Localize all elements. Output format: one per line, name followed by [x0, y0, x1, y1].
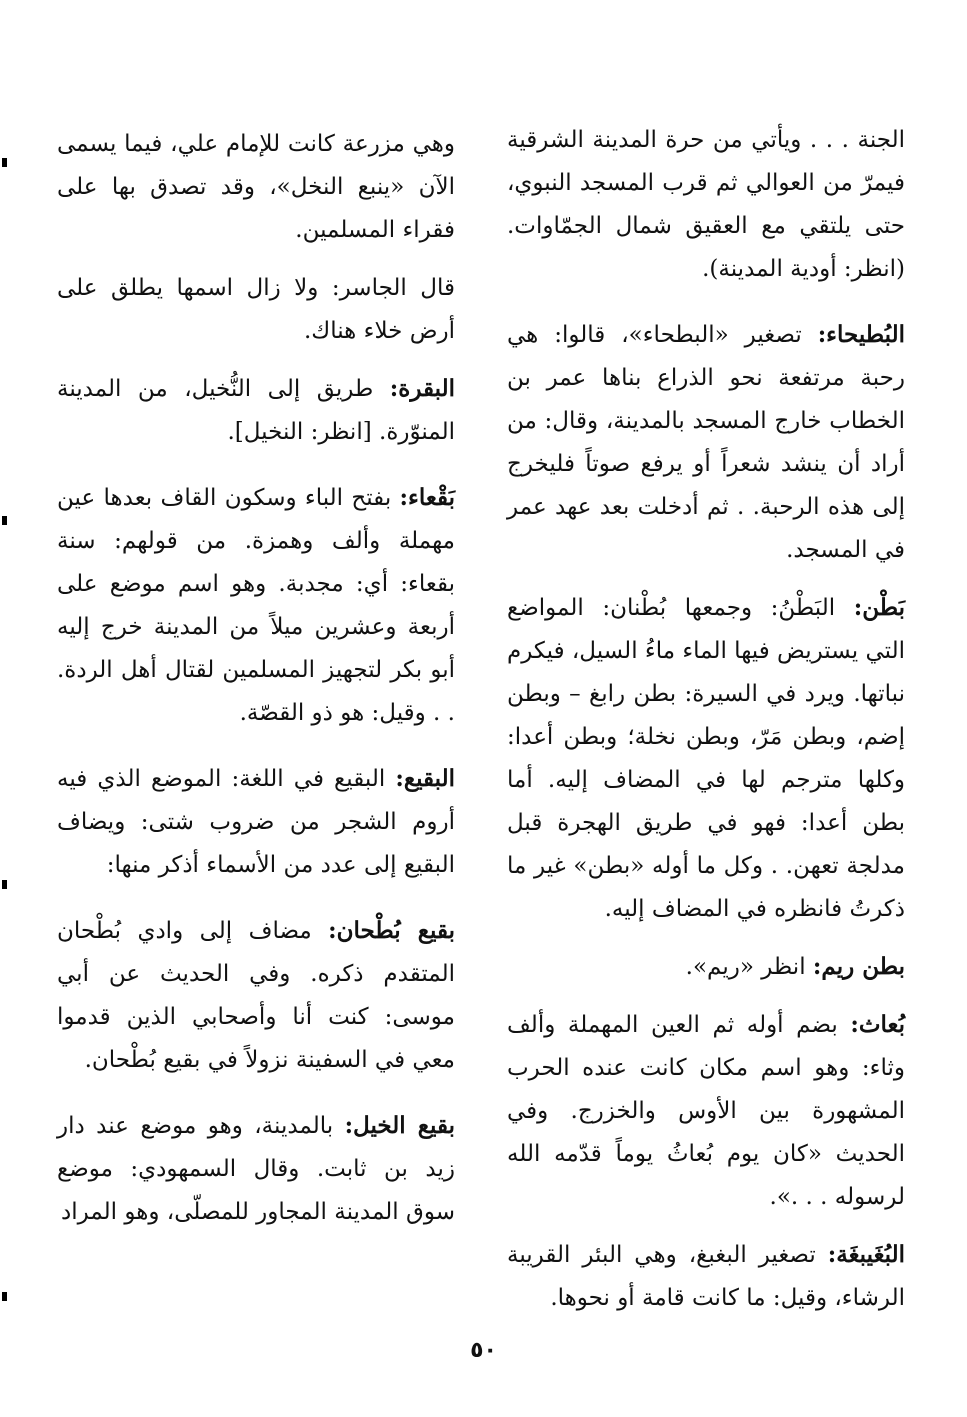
entry-head: بَقْعاء: — [399, 484, 455, 511]
entry-batn-reem — [507, 945, 905, 989]
entry-body: بالمدينة، وهو موضع عند دار زيد بن ثابت. وقال السمهودي: موضع سوق المدينة المجاور للمصلّى، وهو المراد — [57, 1113, 455, 1225]
entry-head: بَطْن: — [853, 594, 905, 621]
entry-body: تصغير البغبغ، وهي البئر القريبة الرشاء، وقيل: ما كانت قامة أو نحوها. — [507, 1242, 905, 1311]
entry-head: بقيع الخيل: — [344, 1112, 455, 1139]
entry-bughaybigha — [507, 1233, 905, 1320]
entry-body: البقيع في اللغة: الموضع الذي فيه أروم الشجر من ضروب شتى: ويضاف البقيع إلى عدد من الأسماء أذكر منها: — [57, 766, 455, 878]
entry-head: بُعاث: — [850, 1011, 905, 1038]
left-column — [57, 122, 455, 1248]
entry-body: طريق إلى النُّخيل، من المدينة المنوّرة. [انظر: النخيل]. — [57, 376, 455, 445]
entry-buath — [507, 1003, 905, 1219]
entry-head: البُغَيبغَة: — [827, 1241, 905, 1268]
entry-batn — [507, 586, 905, 931]
entry-head: البقيع: — [395, 765, 455, 792]
entry-butayha — [507, 313, 905, 572]
entry-body: بفتح الباء وسكون القاف بعدها عين مهملة وألف وهمزة. من قولهم: سنة بقعاء: أي: مجدبة. وهو اسم موضع على أربعة وعشرين ميلاً من المدينة خرج إليه أبو بكر لتجهيز المسلمين لقتال أهل الردة. . . وقيل: هو ذو القصّة. — [57, 485, 455, 726]
entry-head: بقيع بُطْحان: — [328, 917, 456, 944]
entry-head: البقرة: — [389, 375, 455, 402]
entry-body: مضاف إلى وادي بُطْحان المتقدم ذكره. وفي الحديث عن أبي موسى: كنت أنا وأصحابي الذين قدموا معي في السفينة نزولاً في بقيع بُطْحان. — [57, 918, 455, 1073]
entry-baqaa — [57, 476, 455, 735]
entry-baqi-alkhayl — [57, 1104, 455, 1234]
entry-body: الجنة . . . ويأتي من حرة المدينة الشرقية فيمرّ من العوالي ثم قرب المسجد النبوي، حتى يلتقي مع العقيق شمال الجمّاوات. (انظر: أودية المدينة). — [507, 127, 905, 282]
scan-edge-mark — [2, 158, 7, 167]
entry-body: وهي مزرعة كانت للإمام علي، فيما يسمى الآن «ينبع النخل»، وقد تصدق بها على فقراء المسلمين. — [57, 131, 455, 243]
right-column — [507, 118, 905, 1334]
scan-edge-mark — [2, 880, 7, 889]
entry-body: انظر «ريم». — [685, 954, 813, 980]
entry-continuation — [57, 122, 455, 252]
entry-body: بضم أوله ثم العين المهملة وألف وثاء: وهو اسم مكان كانت عنده الحرب المشهورة بين الأوس والخزرج. وفي الحديث «كان يوم بُعاثُ يوماً قدّمه الله لرسوله . . .». — [507, 1012, 905, 1210]
scan-edge-mark — [2, 1292, 7, 1301]
entry-baqara — [57, 367, 455, 454]
entry-body: البَطْنُ: وجمعها بُطْنان: المواضع التي يستريض فيها الماء ماءُ السيل، فيكرم نباتها. ويرد في السيرة: بطن رابغ – وبطن إضم، وبطن مَرّ، وبطن نخلة؛ وبطن أعدا: وكلها مترجم لها في المضاف إليه. أما بطن أعدا: فهو في طريق الهجرة قبل مدلجة تعهن. . وكل ما أوله «بطن» غير ما ذكرتُ فانظره في المضاف إليه. — [507, 595, 905, 922]
entry-continuation — [507, 118, 905, 291]
entry-body: قال الجاسر: ولا زال اسمها يطلق على أرض خلاء هناك. — [57, 275, 455, 344]
entry-baqi — [57, 757, 455, 887]
entry-head: بطن ريم: — [812, 953, 905, 980]
scan-edge-mark — [2, 516, 7, 525]
entry-head: البُطيحاء: — [817, 321, 905, 348]
entry-jasir-note — [57, 266, 455, 353]
page-number: ٥٠ — [470, 1338, 497, 1363]
entry-baqi-buthan — [57, 909, 455, 1082]
entry-body: تصغير «البطحاء»، قالوا: هي رحبة مرتفعة نحو الذراع بناها عمر بن الخطاب خارج المسجد بالمدينة، وقال: من أراد أن ينشد شعراً أو يرفع صوتاً فليخرج إلى هذه الرحبة. . ثم أدخلت بعد عهد عمر في المسجد. — [507, 322, 905, 563]
